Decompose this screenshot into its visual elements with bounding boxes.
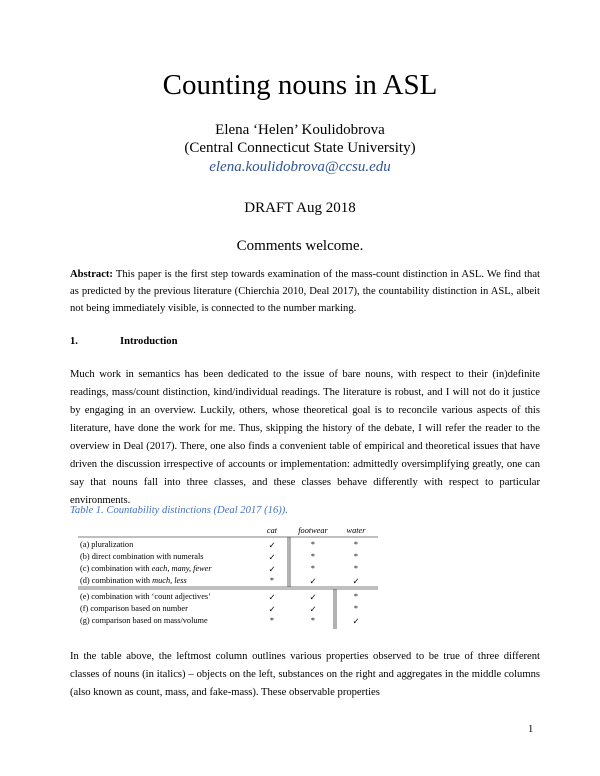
asterisk-cell: *: [269, 576, 275, 585]
author-email-link[interactable]: elena.koulidobrova@ccsu.edu: [209, 159, 391, 175]
column-header-footwear: footwear: [298, 526, 328, 535]
comments-note: Comments welcome.: [236, 238, 364, 254]
table-row-label: (b) direct combination with numerals: [80, 552, 204, 561]
abstract-label: Abstract:: [70, 269, 113, 280]
asterisk-cell: *: [353, 540, 359, 549]
section-title: Introduction: [120, 336, 178, 347]
checkmark-cell: ✓: [309, 605, 317, 614]
table-row-label: (d) combination with much, less: [80, 576, 187, 585]
column-header-water: water: [346, 526, 366, 535]
asterisk-cell: *: [269, 616, 275, 625]
table-row-label: (c) combination with each, many, fewer: [80, 564, 212, 573]
checkmark-cell: ✓: [268, 565, 276, 574]
author-affiliation: (Central Connecticut State University): [184, 140, 416, 156]
intro-paragraph: Much work in semantics has been dedicated to the issue of bare nouns, with respect to their (in)definite readings, mass/count distinction, kind/individual readings. The literature is robust, and I will not do it justice by engaging in an overview. Luckily, others, whose theoretical goal is to reconcile various aspects of this literature, have done the work for me. Thus, skipping the history of the debate, I will refer the reader to the overview in Deal (2017). There, one also finds a convenient table of empirical and theoretical issues that have driven the discussion irrespective of accounts or implementation: admittedly oversimplifying greatly, one can say that nouns fall into three classes, and these classes behave differently with respect to particular environments.: [70, 369, 540, 506]
asterisk-cell: *: [310, 564, 316, 573]
column-header-cat: cat: [266, 526, 278, 535]
asterisk-cell: *: [353, 564, 359, 573]
page-number: 1: [528, 724, 534, 735]
checkmark-cell: ✓: [268, 541, 276, 550]
checkmark-cell: ✓: [352, 617, 360, 626]
section-number: 1.: [70, 336, 78, 347]
checkmark-cell: ✓: [268, 593, 276, 602]
checkmark-cell: ✓: [268, 553, 276, 562]
abstract: [70, 266, 540, 318]
asterisk-cell: *: [353, 604, 359, 613]
checkmark-cell: ✓: [309, 577, 317, 586]
asterisk-cell: *: [310, 540, 316, 549]
asterisk-cell: *: [310, 552, 316, 561]
checkmark-cell: ✓: [309, 593, 317, 602]
checkmark-cell: ✓: [352, 577, 360, 586]
table-discussion-paragraph: In the table above, the leftmost column outlines various properties observed to be true of three different classes of nouns (in italics) – objects on the left, substances on the right and aggregates in the middle columns (also known as count, mass, and fake-mass). These observable properties: [70, 651, 540, 698]
table-caption: Table 1. Countability distinctions (Deal 2017 (16)).: [70, 505, 288, 516]
checkmark-cell: ✓: [268, 605, 276, 614]
author-name: Elena ‘Helen’ Koulidobrova: [215, 122, 385, 138]
asterisk-cell: *: [353, 552, 359, 561]
table-row-label: (e) combination with ‘count adjectives’: [80, 592, 211, 601]
asterisk-cell: *: [310, 616, 316, 625]
asterisk-cell: *: [353, 592, 359, 601]
countability-table: [70, 523, 390, 638]
table-row-label: (a) pluralization: [80, 540, 134, 549]
abstract-text: This paper is the first step towards examination of the mass-count distinction in ASL. We find that as predicted by the previous literature (Chierchia 2010, Deal 2017), the countability distinction in ASL, albeit not being immediately visible, is connected to the number marking.: [70, 269, 540, 315]
draft-date: DRAFT Aug 2018: [244, 200, 356, 216]
paper-title: Counting nouns in ASL: [162, 69, 438, 101]
countability-table-svg: [70, 523, 390, 638]
table-row-label: (f) comparison based on number: [80, 604, 188, 613]
section-heading: [70, 334, 178, 350]
table-row-label: (g) comparison based on mass/volume: [80, 616, 208, 625]
